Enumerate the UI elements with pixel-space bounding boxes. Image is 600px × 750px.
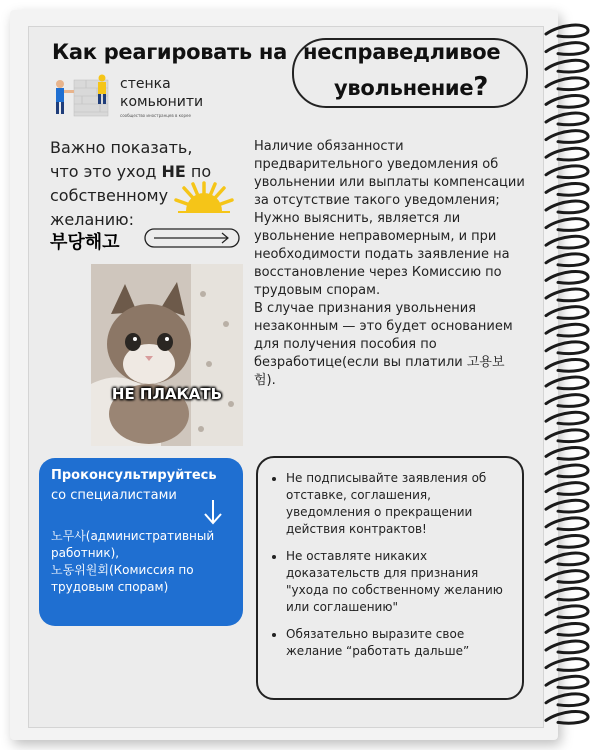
spiral-ring: [546, 623, 588, 635]
kitten-illustration: [91, 264, 243, 446]
spiral-ring: [546, 60, 588, 72]
spiral-ring: [546, 483, 588, 495]
spiral-ring: [546, 324, 588, 336]
consult-subheading: со специалистами: [51, 488, 177, 503]
spiral-ring: [546, 430, 588, 442]
consult-heading: Проконсультируйтесь: [51, 468, 217, 483]
spiral-ring: [546, 606, 588, 618]
spiral-ring: [546, 571, 588, 583]
consult-item-labor-commission: 노동위원회(Комиссия по трудовым спорам): [51, 563, 194, 594]
spiral-ring: [546, 183, 588, 195]
spiral-ring: [546, 113, 588, 125]
logo-subtitle: сообщество иностранцев в корее: [120, 113, 191, 118]
spiral-ring: [546, 588, 588, 600]
spiral-ring: [546, 377, 588, 389]
spiral-ring: [546, 694, 588, 706]
spiral-ring: [546, 148, 588, 160]
spiral-ring: [546, 676, 588, 688]
tips-list: [258, 458, 522, 660]
spiral-ring: [546, 447, 588, 459]
consult-card: [39, 458, 243, 626]
spiral-ring: [546, 535, 588, 547]
page-title-line3: увольнение?: [334, 72, 489, 102]
builders-logo-icon: [52, 74, 116, 120]
spiral-ring: [546, 289, 588, 301]
arrow-right-icon: [144, 228, 240, 248]
logo-name-line2: комьюнити: [120, 94, 204, 110]
spiral-binding: [542, 20, 594, 740]
spiral-ring: [546, 711, 588, 723]
spiral-ring: [546, 166, 588, 178]
spiral-ring: [546, 236, 588, 248]
question-mark: ?: [473, 72, 489, 102]
spiral-ring: [546, 412, 588, 424]
spiral-ring: [546, 518, 588, 530]
tip-item: • Не оставляте никаких доказательств для признания "ухода по собственному желанию или соглашению": [286, 548, 508, 616]
korean-term: 부당해고: [50, 232, 120, 253]
spiral-ring: [546, 465, 588, 477]
spiral-ring: [546, 307, 588, 319]
important-note: Важно показать, что это уход НЕ по собственному желанию:: [50, 138, 212, 229]
tip-item: • Не подписывайте заявления об отставке, соглашения, уведомления о прекращении действия контрактов!: [286, 470, 508, 538]
body-text: [254, 138, 526, 390]
spiral-ring: [546, 43, 588, 55]
tips-card: [256, 456, 524, 700]
spiral-ring: [546, 659, 588, 671]
arrow-down-icon: [201, 498, 225, 526]
spiral-ring: [546, 359, 588, 371]
tip-item: • Обязательно выразите свое желание “работать дальше”: [286, 626, 508, 660]
spiral-ring: [546, 271, 588, 283]
spiral-ring: [546, 395, 588, 407]
spiral-ring: [546, 95, 588, 107]
body-paragraph-2: Нужно выяснить, является ли увольнение неправомерным, и при необходимости подать заявление на восстановление через Комиссию по трудовым спорам.: [254, 211, 510, 298]
spiral-ring: [546, 254, 588, 266]
logo-name-line1: стенка: [120, 76, 171, 92]
consult-list: [51, 528, 239, 596]
consult-item-labor-attorney: 노무사(административный работник),: [51, 529, 215, 560]
kitten-caption: НЕ ПЛАКАТЬ: [111, 385, 223, 403]
body-paragraph-1: Наличие обязанности предварительного уведомления об увольнении или выплаты компенсации за отсутствие такого уведомления;: [254, 139, 525, 208]
spiral-ring: [546, 78, 588, 90]
page-title-line1: Как реагировать на: [52, 40, 287, 64]
spiral-ring: [546, 201, 588, 213]
body-paragraph-3: В случае признания увольнения незаконным — это будет основанием для получения пособия по безработице(если вы платили 고용보험).: [254, 301, 513, 388]
spiral-ring: [546, 641, 588, 653]
spiral-ring: [546, 25, 588, 37]
spiral-ring: [546, 500, 588, 512]
spiral-ring: [546, 219, 588, 231]
spiral-ring: [546, 342, 588, 354]
spiral-ring: [546, 131, 588, 143]
spiral-ring: [546, 553, 588, 565]
kitten-photo: [91, 264, 243, 446]
page-title-line2: несправедливое: [303, 40, 501, 64]
emphasis-not: НЕ: [161, 162, 186, 181]
sun-icon: [172, 180, 236, 216]
